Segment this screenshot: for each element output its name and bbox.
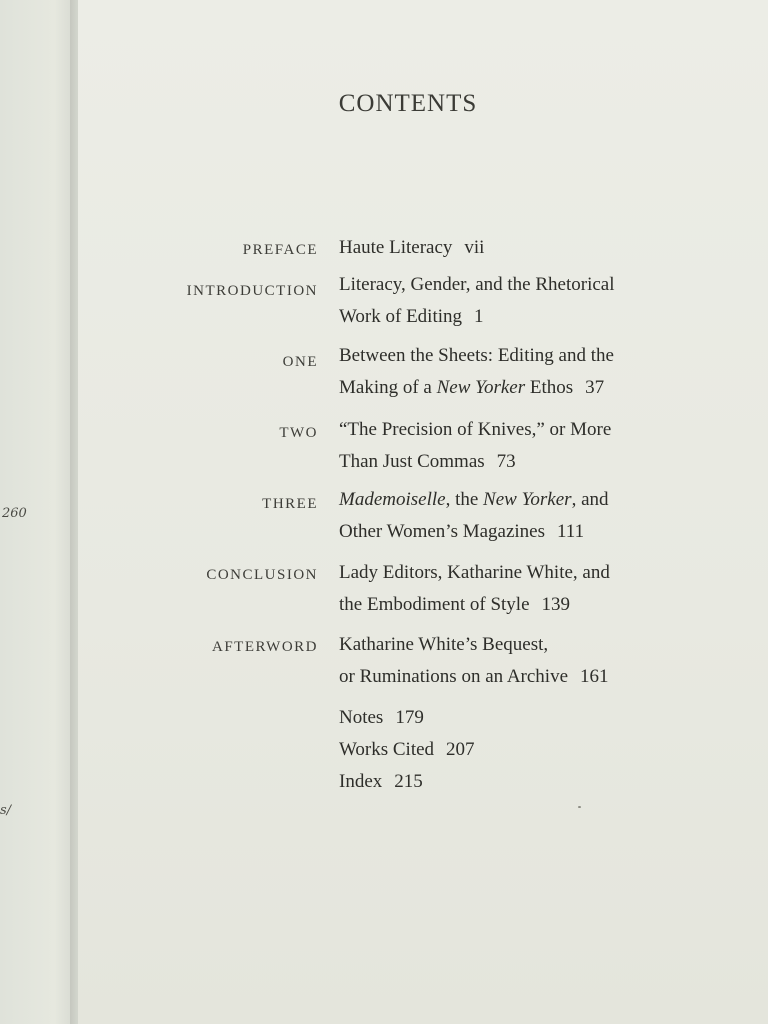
entry-title: “The Precision of Knives,” or More — [339, 419, 612, 440]
entry-title: Haute Literacy — [339, 237, 453, 258]
back-matter-notes — [339, 702, 689, 734]
toc-entry-introduction — [339, 269, 689, 333]
page-number: 179 — [395, 707, 424, 728]
toc-entry-one — [339, 340, 689, 404]
entry-title: Making of a — [339, 377, 437, 398]
entry-title: or Ruminations on an Archive — [339, 666, 569, 687]
entry-line — [339, 301, 689, 333]
entry-label-preface: PREFACE — [242, 242, 318, 258]
page-number: vii — [464, 237, 485, 258]
entry-title: , and — [571, 489, 609, 510]
toc-entry-two — [339, 414, 689, 478]
entry-title: Than Just Commas — [339, 451, 485, 472]
entry-line — [339, 589, 689, 621]
margin-note-s: s/ — [0, 803, 12, 818]
entry-line — [339, 269, 689, 301]
entry-title: Ethos — [525, 377, 574, 398]
entry-label-conclusion: CONCLUSION — [206, 567, 318, 583]
entry-title: Literacy, Gender, and the Rhetorical — [339, 274, 615, 295]
toc-entry-conclusion — [339, 557, 689, 621]
entry-line — [339, 372, 689, 404]
toc-entry-preface — [339, 232, 689, 264]
page-number: 207 — [446, 739, 475, 760]
page-number: 111 — [557, 521, 585, 542]
entry-line — [339, 414, 689, 446]
entry-title: the Embodiment of Style — [339, 594, 530, 615]
back-matter-index — [339, 766, 689, 798]
entry-line — [339, 516, 689, 548]
entry-line — [339, 484, 689, 516]
entry-line — [339, 446, 689, 478]
page-number: 161 — [580, 666, 609, 687]
page-number: 1 — [474, 306, 484, 327]
toc-entry-three — [339, 484, 689, 548]
back-matter-works-cited — [339, 734, 689, 766]
entry-title: Other Women’s Magazines — [339, 521, 546, 542]
page-number: 37 — [585, 377, 605, 398]
page-title: CONTENTS — [338, 90, 478, 117]
entry-line — [339, 629, 689, 661]
entry-line — [339, 340, 689, 372]
paper-speck — [578, 806, 581, 808]
entry-label-introduction: INTRODUCTION — [186, 283, 318, 299]
toc-entry-afterword — [339, 629, 689, 693]
entry-title: Works Cited — [339, 739, 435, 760]
entry-line — [339, 232, 689, 264]
entry-title: Notes — [339, 707, 384, 728]
page-number: 73 — [496, 451, 516, 472]
entry-title: Between the Sheets: Editing and the — [339, 345, 614, 366]
entry-label-two: TWO — [279, 425, 318, 441]
entry-line — [339, 661, 689, 693]
entry-title: , the — [445, 489, 484, 510]
entry-title: Katharine White’s Bequest, — [339, 634, 549, 655]
entry-title: Lady Editors, Katharine White, and — [339, 562, 610, 583]
entry-title: Work of Editing — [339, 306, 463, 327]
margin-note-260: 260 — [2, 506, 27, 521]
entry-title: Index — [339, 771, 383, 792]
entry-title-italic: Mademoiselle — [339, 489, 446, 510]
entry-line — [339, 557, 689, 589]
entry-label-one: ONE — [282, 354, 318, 370]
toc-back-matter — [339, 702, 689, 798]
entry-label-afterword: AFTERWORD — [211, 639, 318, 655]
entry-title-italic: New Yorker — [436, 377, 526, 398]
entry-title-italic: New Yorker — [483, 489, 572, 510]
page-number: 139 — [541, 594, 571, 615]
entry-label-three: THREE — [262, 496, 318, 512]
page-number: 215 — [394, 771, 423, 792]
